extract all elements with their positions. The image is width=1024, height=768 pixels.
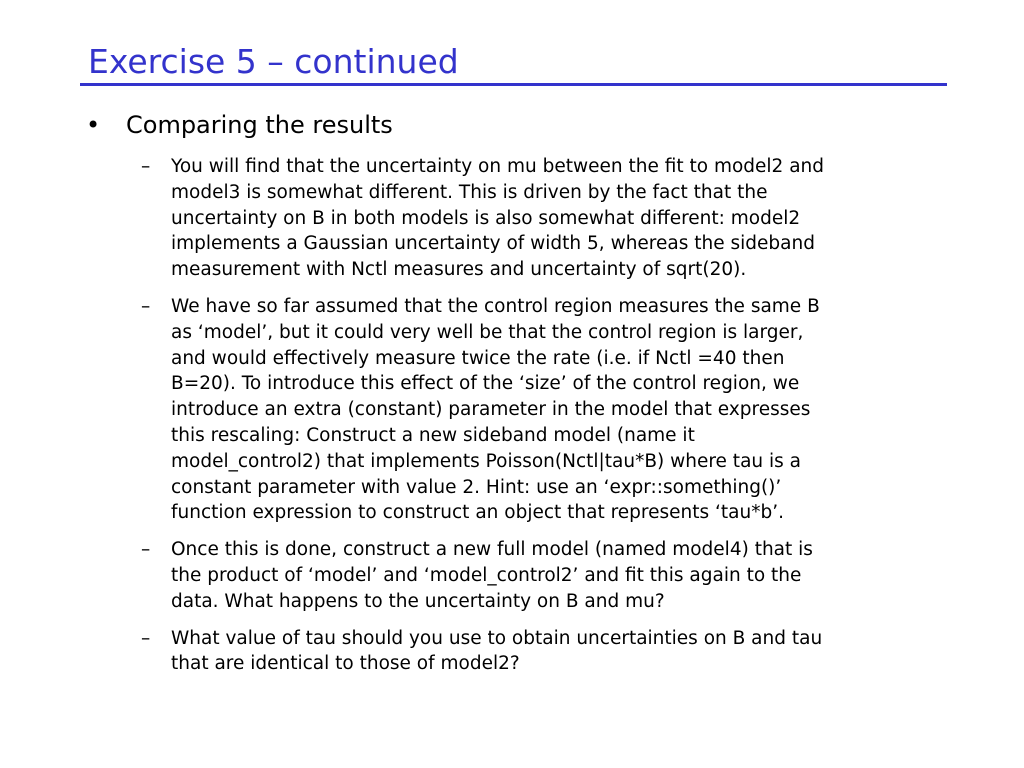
- sub-bullet-item: [141, 626, 941, 678]
- sub-bullet-line: model3 is somewhat different. This is driven by the fact that the: [171, 181, 768, 203]
- sub-bullet-line: uncertainty on B in both models is also somewhat different: model2: [171, 207, 801, 229]
- slide-title: Exercise 5 – continued: [88, 42, 459, 81]
- sub-bullet-line: and would effectively measure twice the rate (i.e. if Nctl =40 then: [171, 347, 785, 369]
- dash-marker: –: [141, 627, 151, 649]
- dash-marker: –: [141, 539, 151, 561]
- sub-bullet-line: that are identical to those of model2?: [171, 653, 520, 675]
- dash-marker: –: [141, 295, 151, 317]
- bullet-marker: •: [86, 111, 101, 139]
- sub-bullet-item: [141, 154, 941, 283]
- sub-bullet-line: What value of tau should you use to obtain uncertainties on B and tau: [171, 627, 823, 649]
- title-underline: [80, 83, 947, 86]
- dash-marker: –: [141, 156, 151, 177]
- main-bullet: [86, 110, 393, 140]
- sub-bullet-line: B=20). To introduce this effect of the ‘size’ of the control region, we: [171, 373, 800, 395]
- sub-bullet-line: as ‘model’, but it could very well be that the control region is larger,: [171, 321, 804, 343]
- sub-bullet-line: You will find that the uncertainty on mu between the fit to model2 and: [171, 156, 825, 177]
- sub-bullet-line: data. What happens to the uncertainty on B and mu?: [171, 590, 665, 612]
- sub-bullet-line: function expression to construct an object that represents ‘tau*b’.: [171, 502, 784, 524]
- sub-bullet-line: We have so far assumed that the control region measures the same B: [171, 295, 820, 317]
- sub-bullet-list: [141, 154, 941, 688]
- main-bullet-text: Comparing the results: [126, 111, 393, 139]
- sub-bullet-item: [141, 537, 941, 614]
- sub-bullet-line: measurement with Nctl measures and uncertainty of sqrt(20).: [171, 259, 747, 281]
- sub-bullet-line: the product of ‘model’ and ‘model_control2’ and fit this again to the: [171, 564, 802, 586]
- sub-bullet-line: Once this is done, construct a new full model (named model4) that is: [171, 539, 813, 561]
- sub-bullet-line: model_control2) that implements Poisson(Nctl|tau*B) where tau is a: [171, 450, 802, 472]
- sub-bullet-line: implements a Gaussian uncertainty of width 5, whereas the sideband: [171, 233, 815, 255]
- sub-bullet-line: introduce an extra (constant) parameter in the model that expresses: [171, 399, 811, 421]
- sub-bullet-line: constant parameter with value 2. Hint: use an ‘expr::something()’: [171, 476, 782, 498]
- sub-bullet-item: [141, 294, 941, 526]
- sub-bullet-line: this rescaling: Construct a new sideband model (name it: [171, 424, 695, 446]
